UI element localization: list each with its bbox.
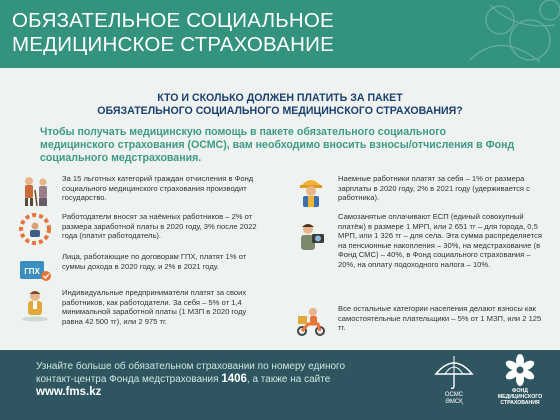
list-item-state-payers [18, 174, 268, 208]
osms-logo-caption [432, 392, 476, 406]
footer-text-before: Узнайте больше об обязательном страховании по номеру единого контакт-центра Фонда медстрахования [36, 361, 346, 385]
courier-scooter-icon [294, 304, 328, 338]
header-banner [0, 0, 560, 68]
intro-text: Чтобы получать медицинскую помощь в пакете обязательного социального медицинского страхования (ОСМС), вам необходимо вносить взносы/отчисления в Фонд социального медстрахования. [40, 126, 515, 164]
gph-contract-icon [18, 252, 52, 286]
list-item-employers [18, 212, 268, 246]
entrepreneur-icon [18, 288, 52, 322]
osms-logo-subtext: ӘМСҚ [445, 399, 463, 405]
question-heading [40, 92, 520, 118]
list-item-text: За 15 льготных категорий граждан отчисления в Фонд социального медицинского страхования производит государство. [62, 174, 254, 203]
footer-contact-text [36, 360, 376, 399]
decorative-pattern-icon [430, 0, 560, 68]
osms-logo [432, 352, 476, 418]
footer-text-middle: , а также на сайте [246, 374, 331, 385]
list-item-entrepreneurs [18, 288, 268, 332]
fund-logo-line3: СТРАХОВАНИЯ [500, 400, 540, 407]
fund-logo-line1: ФОНД [512, 388, 528, 394]
question-line1: КТО И СКОЛЬКО ДОЛЖЕН ПЛАТИТЬ ЗА ПАКЕТ [157, 92, 403, 104]
list-item-text: Все остальные категории населения делают взносы как самостоятельные плательщики – 5% от 1 МЗП, или 2 125 тг. [338, 304, 542, 333]
website-link[interactable]: www.fms.kz [36, 386, 102, 398]
list-item-employees [294, 174, 544, 208]
page-title-line1: ОБЯЗАТЕЛЬНОЕ СОЦИАЛЬНОЕ [12, 9, 334, 32]
self-employed-camera-icon [294, 220, 328, 254]
fund-logo-line2: МЕДИЦИНСКОГО [497, 394, 543, 401]
list-item-gph [18, 252, 268, 286]
list-item-text: Индивидуальные предприниматели платят за своих работников, как работодатели. За себя – 5% от 1,4 минимальной заработной платы (1 МЗП в 2020 году равна 42 500 тг), или 2 975 тг. [62, 288, 247, 326]
svg-text:ГПХ: ГПХ [24, 267, 40, 276]
osms-umbrella-icon [432, 352, 476, 392]
main-content [0, 68, 560, 350]
worker-helmet-icon [294, 174, 328, 208]
page-title [12, 9, 412, 57]
page-title-line2: МЕДИЦИНСКОЕ СТРАХОВАНИЕ [12, 33, 334, 56]
fund-logo [490, 352, 550, 418]
contact-phone[interactable]: 1406 [221, 373, 247, 385]
list-item-others [294, 304, 544, 344]
fund-logo-caption [490, 388, 550, 407]
footer [0, 350, 560, 420]
list-item-text: Работодатели вносят за наёмных работников – 2% от размера заработной платы в 2020 году, 3% после 2022 года (платит работодатель). [62, 212, 257, 241]
question-line2: ОБЯЗАТЕЛЬНОГО СОЦИАЛЬНОГО МЕДИЦИНСКОГО СТРАХОВАНИЯ? [97, 105, 463, 117]
list-item-text: Самозанятые оплачивают ЕСП (единый совокупный платёж) в размере 1 МРП, или 2 651 тг – для города, 0,5 МРП, или 1 326 тг – для села. Эта сумма распределяется на пенсионные накопления – 30%, на медстрахование (в Фонд СМС) – 40%, в Фонд социального страхования – 20%, на оплату подоходного налога – 10%. [338, 212, 542, 269]
osms-logo-text: ОСМС [444, 392, 464, 398]
list-item-text: Наемные работники платят за себя – 1% от размера зарплаты в 2020 году, 2% в 2021 году (удерживается с работника). [338, 174, 530, 203]
elderly-people-icon [18, 174, 52, 208]
employer-gear-icon [18, 212, 52, 246]
list-item-self-employed [294, 212, 544, 282]
list-item-text: Лица, работающие по договорам ГПХ, платят 1% от суммы дохода в 2020 году, и 2% в 2021 году. [62, 252, 247, 271]
fund-flower-icon [490, 352, 550, 388]
